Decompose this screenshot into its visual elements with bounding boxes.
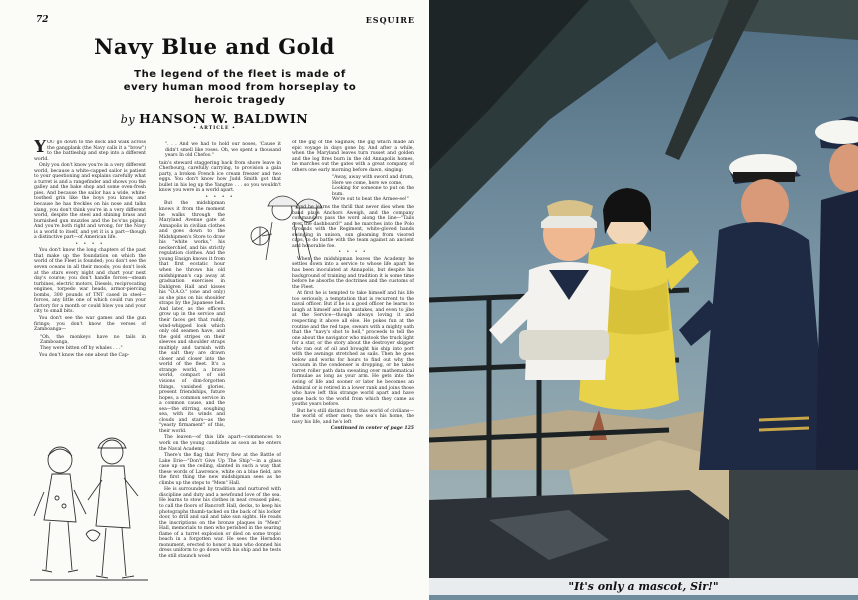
continued-note: Continued in center of page 125: [330, 426, 414, 432]
article-title: Navy Blue and Gold: [94, 34, 335, 59]
article-tag: • ARTICLE •: [193, 126, 236, 131]
section-break: • • • •: [75, 241, 105, 247]
verse-line: We're out to beat the Armee-ee!": [332, 197, 409, 203]
paragraph: And he learns the thrill that never dies when the band plays Anchors Aweigh, and the company commanders pass the word along the line—"Tails over the dashboard!" and he marches into the Polo Grounds with the Regiment, white-gloved hands swinging in unison, sun gleaming from visored caps, to do battle with the team against an ancient and honorable foe.: [292, 205, 414, 249]
byline-by: by: [120, 113, 136, 126]
paragraph: You don't see the war games and the gun firings; you don't know the verses of Zamboanga—: [34, 315, 146, 333]
paragraph: You don't know the long chapters of the past that make up the foundation on which the world of the Fleet is founded; you don't see the seven oceans in all their moods; you don't look at the stars every night and chart your next day's course; you don't handle forces—steam turbines, electric motors, Diesels, reciprocating engines, torpedo war heads, armor-piercing bombs, 300 pounds of TNT cased in steel—forces, any little one of which could run your factory for a month or could blow you and your city to small bits.: [34, 248, 146, 315]
verse: ". . . And we had to hold our noses, 'Cause it didn't smell like roses. Oh, we spent a thousand years In old Chefoo.": [165, 142, 281, 159]
page-number: 72: [36, 15, 49, 25]
verse-line: "Away, away with sword and drum,: [332, 175, 414, 181]
article-subtitle: The legend of the fleet is made of every human mood from horseplay to heroic tragedy: [123, 69, 357, 106]
paragraph: Only you don't know you're in a very different world, because a white-capped sailor is patient to your questioning and explains carefully what a turret is and a rangefinder and shows you the galley and the bake shop and some oven-fresh pies. And because the sailor has a wide, white-toothed grin like the boys you know, and because he has freckles on his nose and talks slang, you don't think you're in a very different world, despite the steel and shining brass and burnished gun muzzles and the bo's'ns piping. And you're both right and wrong, for the Navy is a world to itself, and yet it is a part—though a distinctive part—of American life.: [34, 163, 146, 241]
paragraph: But he's still distinct from this world of civilians—the world of other men; the sea's his home, the navy his life, and he's left: [292, 408, 414, 425]
paragraph: When the midshipman leaves the Academy he settles down into a service to whose life apart he has been inoculated at Annapolis, but despite his background of training and tradition it is some time before he absorbs the doctrines and the customs of the Fleet.: [292, 256, 414, 290]
drop-cap: Y: [34, 140, 47, 157]
verse-line: "Oh, the monkeys have no tails in Zamboanga,: [40, 334, 146, 346]
paragraph: tain's steward staggering back from shore leave in Cherbourg, carefully carrying, to provision a gala party, a broken French ice cream freezer and two eggs. You don't know how Judd Smith got that bullet in his leg up the Yangtze . . . so you wouldn't know you were in a world apart.: [159, 160, 281, 194]
verse: [40, 335, 146, 352]
illustration-caption: "It's only a mascot, Sir!": [429, 578, 858, 595]
verse: [332, 175, 414, 203]
paragraph: OU go down to the dock and walk across the gangplank (the Navy calls it a "brow") to the battleship and step into a different world.: [34, 140, 146, 162]
byline: [0, 111, 429, 126]
section-break: • • • •: [205, 194, 235, 200]
right-page: [429, 0, 858, 600]
magazine-name: ESQUIRE: [365, 15, 415, 25]
paragraph: of the gig of the Saginaw, the gig which made an epic voyage in days gone by. And after a while, when the Maryland leaves turn russet and golden and the log fires burn in the old Annapolis homes, he marches out the gates with a great company of others one early morning before dawn, singing:: [292, 140, 414, 173]
column-1: [34, 140, 146, 426]
paragraph: There's the flag that Perry flew at the Battle of Lake Erie—"Don't Give Up The Ship"—in a glass case up on the ceiling, slanted in such a way that these words of Lawrence, white on a blue field, are the first thing the new midshipman sees as he climbs up the steps to "Mem" Hall.: [159, 453, 281, 486]
verse-line: Here we come, here we come,: [332, 180, 403, 186]
verse-line: Looking for someone to put on the bum.: [332, 186, 414, 197]
verse-line: They were bitten off by whales . . .": [40, 345, 123, 351]
paragraph: At first he is tempted to take himself and his life too seriously, a temptation that is recurrent to the naval officer. But if he is a good officer he learns to laugh at himself and his mistakes, and even to jibe at the Service—though always loving it and respecting it above all else. He pokes fun at the routine and the red tape, swears with a mighty oath that the "navy's shot to hell," proceeds to tell the one about the navigator who mistook the truck light for a star, or the story about the destroyer skipper who ran out of oil and brought his ship into port with the awnings stretched as sails. Then he goes below and works for hours to find out why the vacuum in the condenser is dropping, or he takes turret roller path data sweating over mathematical formulae as long as your arm. He gets into the swing of life and sooner or later he becomes an Admiral or is retired in a lower rank and joins those who have left this strange world apart and have gone back to the world from which they came as youths years before.: [292, 291, 414, 408]
section-break: • • • •: [338, 250, 368, 256]
author-name: HANSON W. BALDWIN: [139, 111, 309, 126]
paragraph: You don't know the one about the Cap-: [39, 353, 130, 359]
paragraph: The leaven—of this life apart—commences to work on the young candidate as soon as he enters the Naval Academy.: [159, 435, 281, 452]
column-3: [292, 140, 414, 586]
paragraph: But the midshipman knows it from the moment he walks through the Maryland Avenue gate at Annapolis in civilian clothes and goes down to the Midshipmen's Store to draw his "white works," his neckerchief, and his strictly regulation clothes. And the young Ensign knows it from that first ecstatic hour when he throws his old midshipman's cap away at graduation exercises in Dahlgren Hall and kisses his "O.A.O." (one and only) as she pins on his shoulder straps by the Japanese bell. And later, as the officers grow up in the service and their faces get that ruddy, wind-whipped look which only old seamen have, and the gold stripes on their sleeves and shoulder straps multiply and tarnish with the salt they are drawn closer and closer into the world of the fleet. It's a strange world, a brave world, compact of old visions of dim-forgotten things, vanished glories, present friendships, future hopes, a common service in a common cause, and the sea—the stirring, soughing sea, with its winds and clouds and stars—as the "yeasty firmament" of this, their world.: [159, 201, 225, 434]
deck-scene-painting: [429, 0, 858, 585]
paragraph: He is surrounded by tradition and nurtured with discipline and duty and a newfound love of the sea. He learns to stow his clothes in neat creased piles, to call the floors of Bancroft Hall, decks, to keep his photographs thumb-tacked on the back of his locker door, to drill and sail and take sun sights. He reads the inscriptions on the bronze plaques in "Mem" Hall, memorials to men who perished in the searing flame of a turret explosion or died on some tropic beach in a forgotten war. He sees the Herndon monument, erected to honor a man who donned his dress uniform to go down with his ship and he tests the still staunch wood: [159, 487, 281, 559]
sailor-sketch-illustration: [30, 430, 148, 590]
